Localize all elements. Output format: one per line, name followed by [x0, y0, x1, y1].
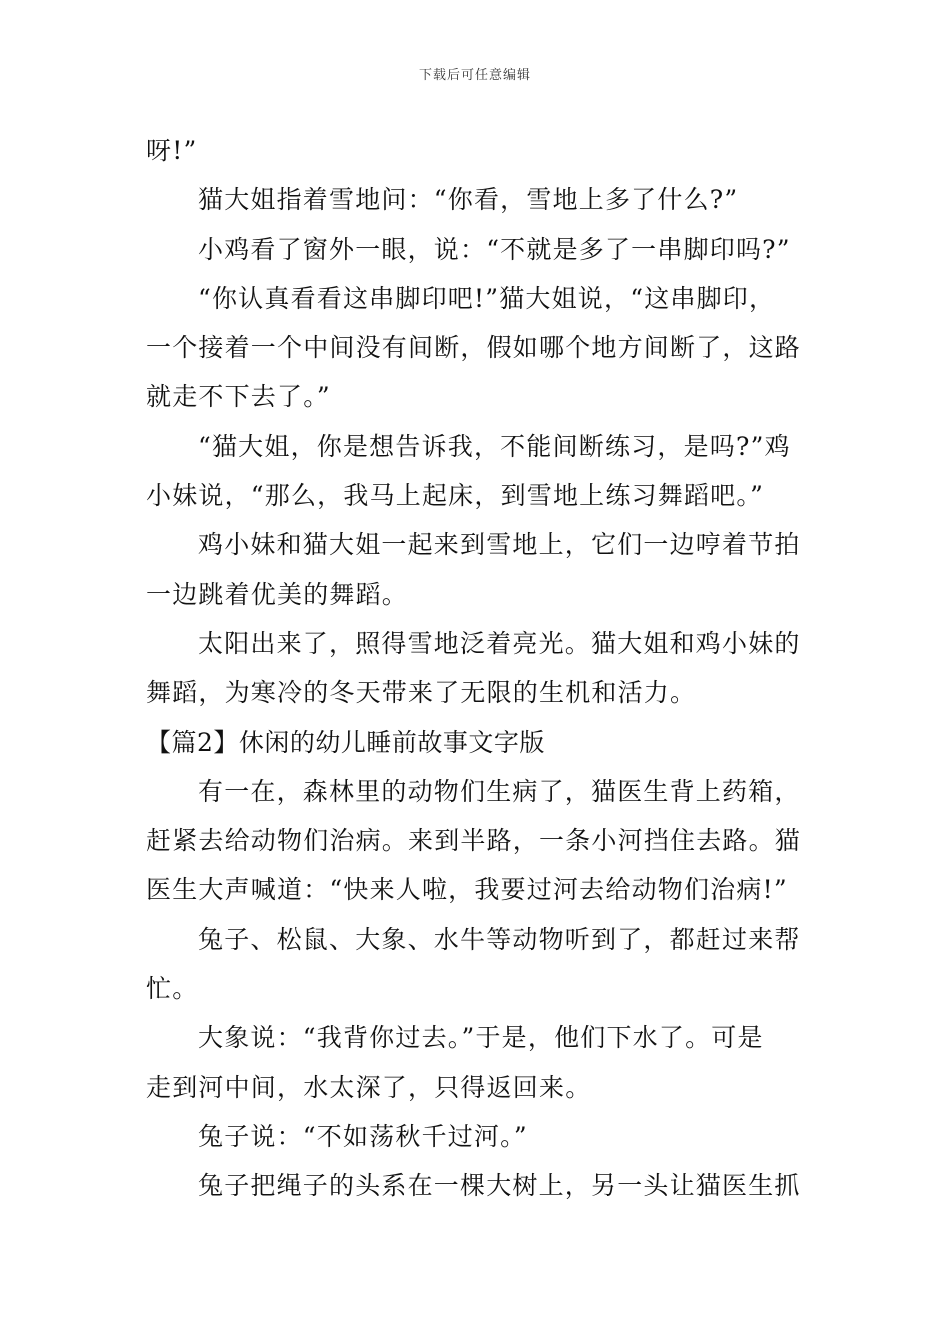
text-line: 就走不下去了。” — [146, 382, 331, 412]
story-body — [146, 126, 810, 1211]
text-line: 猫大姐指着雪地问：“你看，雪地上多了什么?” — [198, 185, 739, 215]
text-line: 忙。 — [146, 974, 199, 1004]
text-line: 小鸡看了窗外一眼，说：“不就是多了一串脚印吗?” — [198, 234, 791, 264]
text-line: 有一在，森林里的动物们生病了，猫医生背上药箱， — [198, 776, 801, 806]
text-line: 一边跳着优美的舞蹈。 — [146, 579, 409, 609]
text-line: 兔子、松鼠、大象、水牛等动物听到了，都赶过来帮 — [198, 924, 801, 954]
text-line: 舞蹈，为寒冷的冬天带来了无限的生机和活力。 — [146, 678, 697, 708]
text-line: 鸡小妹和猫大姐一起来到雪地上，它们一边哼着节拍 — [198, 530, 801, 560]
text-line: 走到河中间，水太深了，只得返回来。 — [146, 1072, 592, 1102]
page-header-note: 下载后可任意编辑 — [418, 68, 531, 83]
text-line: “猫大姐，你是想告诉我，不能间断练习，是吗?”鸡 — [198, 431, 791, 461]
text-line: 呀!” — [146, 136, 198, 165]
text-line: 兔子把绳子的头系在一棵大树上，另一头让猫医生抓 — [198, 1171, 801, 1201]
text-line: 小妹说，“那么，我马上起床，到雪地上练习舞蹈吧。” — [146, 481, 765, 511]
text-line: 赶紧去给动物们治病。来到半路，一条小河挡住去路。猫 — [146, 826, 802, 856]
text-line: 医生大声喊道：“快来人啦，我要过河去给动物们治病!” — [146, 875, 788, 905]
text-line: “你认真看看这串脚印吧!”猫大姐说，“这串脚印， — [198, 283, 776, 313]
section-heading: 【篇2】休闲的幼儿睡前故事文字版 — [146, 727, 545, 757]
text-line: 大象说：“我背你过去。”于是，他们下水了。可是 — [198, 1023, 764, 1053]
text-line: 一个接着一个中间没有间断，假如哪个地方间断了，这路 — [146, 333, 802, 363]
text-line: 太阳出来了，照得雪地泛着亮光。猫大姐和鸡小妹的 — [198, 628, 801, 658]
text-line: 兔子说：“不如荡秋千过河。” — [198, 1121, 528, 1151]
